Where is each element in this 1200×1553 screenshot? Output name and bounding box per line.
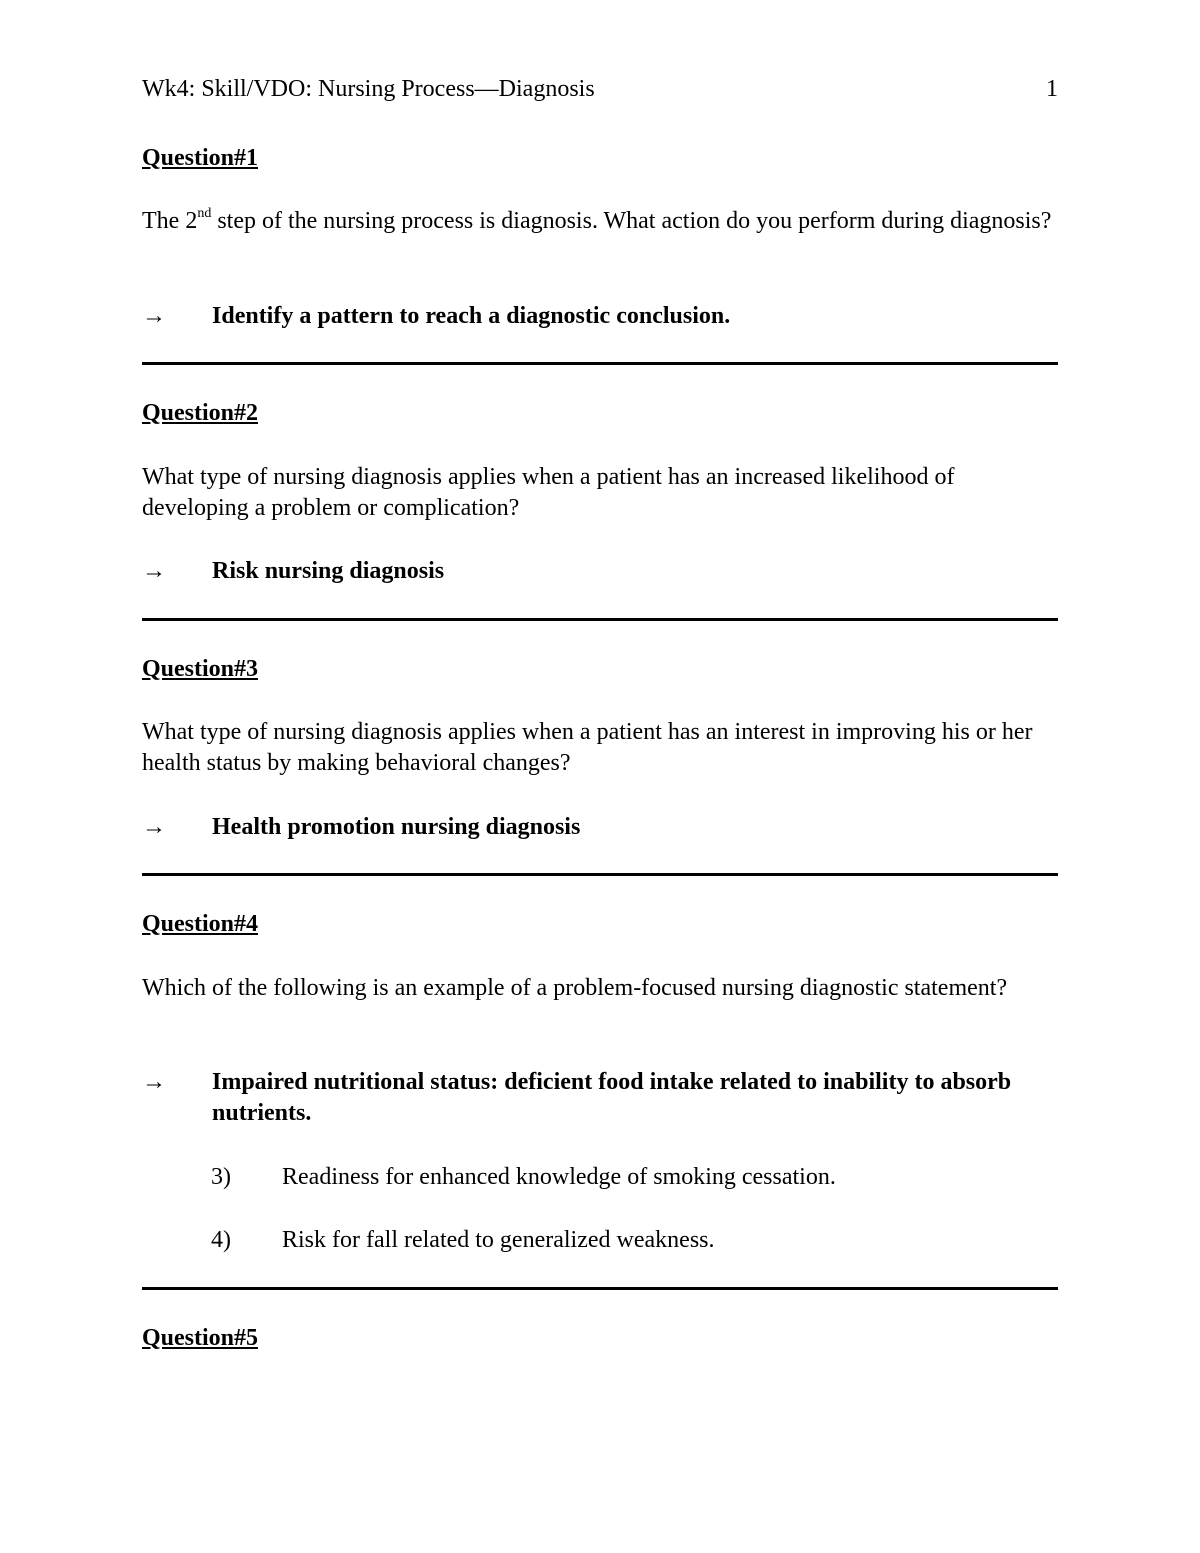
divider	[142, 362, 1058, 365]
header-title: Wk4: Skill/VDO: Nursing Process—Diagnosis	[142, 76, 595, 102]
answer-text: Risk nursing diagnosis	[212, 558, 445, 584]
question-2-text: What type of nursing diagnosis applies when a patient has an increased likelihood of developing a problem or complication?	[142, 464, 955, 521]
option-text: Readiness for enhanced knowledge of smoking cessation.	[282, 1164, 836, 1190]
answer-text: Identify a pattern to reach a diagnostic conclusion.	[212, 303, 731, 329]
option-number: 4)	[211, 1227, 231, 1253]
answer-text: Impaired nutritional status: deficient food intake related to inability to absorb nutrients.	[212, 1069, 1012, 1126]
question-3-text: What type of nursing diagnosis applies when a patient has an interest in improving his or her health status by making behavioral changes?	[142, 719, 1033, 776]
question-2-title: Question#2	[142, 400, 259, 426]
arrow-icon: →	[142, 1069, 166, 1095]
option-text: Risk for fall related to generalized weakness.	[282, 1227, 715, 1253]
question-3-title: Question#3	[142, 656, 259, 682]
divider	[142, 1287, 1058, 1290]
arrow-icon: →	[142, 814, 166, 840]
page-number: 1	[1046, 76, 1058, 102]
arrow-icon: →	[142, 303, 166, 329]
answer-text: Health promotion nursing diagnosis	[212, 814, 581, 840]
page-header	[142, 74, 1058, 104]
option-number: 3)	[211, 1164, 231, 1190]
question-5-title: Question#5	[142, 1325, 259, 1351]
divider	[142, 618, 1058, 621]
question-1-text: The 2nd step of the nursing process is diagnosis. What action do you perform during diagnosis?	[142, 206, 1052, 234]
question-4-text: Which of the following is an example of a problem-focused nursing diagnostic statement?	[142, 975, 1008, 1001]
question-1-title: Question#1	[142, 145, 259, 171]
question-4-title: Question#4	[142, 911, 259, 937]
divider	[142, 873, 1058, 876]
arrow-icon: →	[142, 558, 166, 584]
